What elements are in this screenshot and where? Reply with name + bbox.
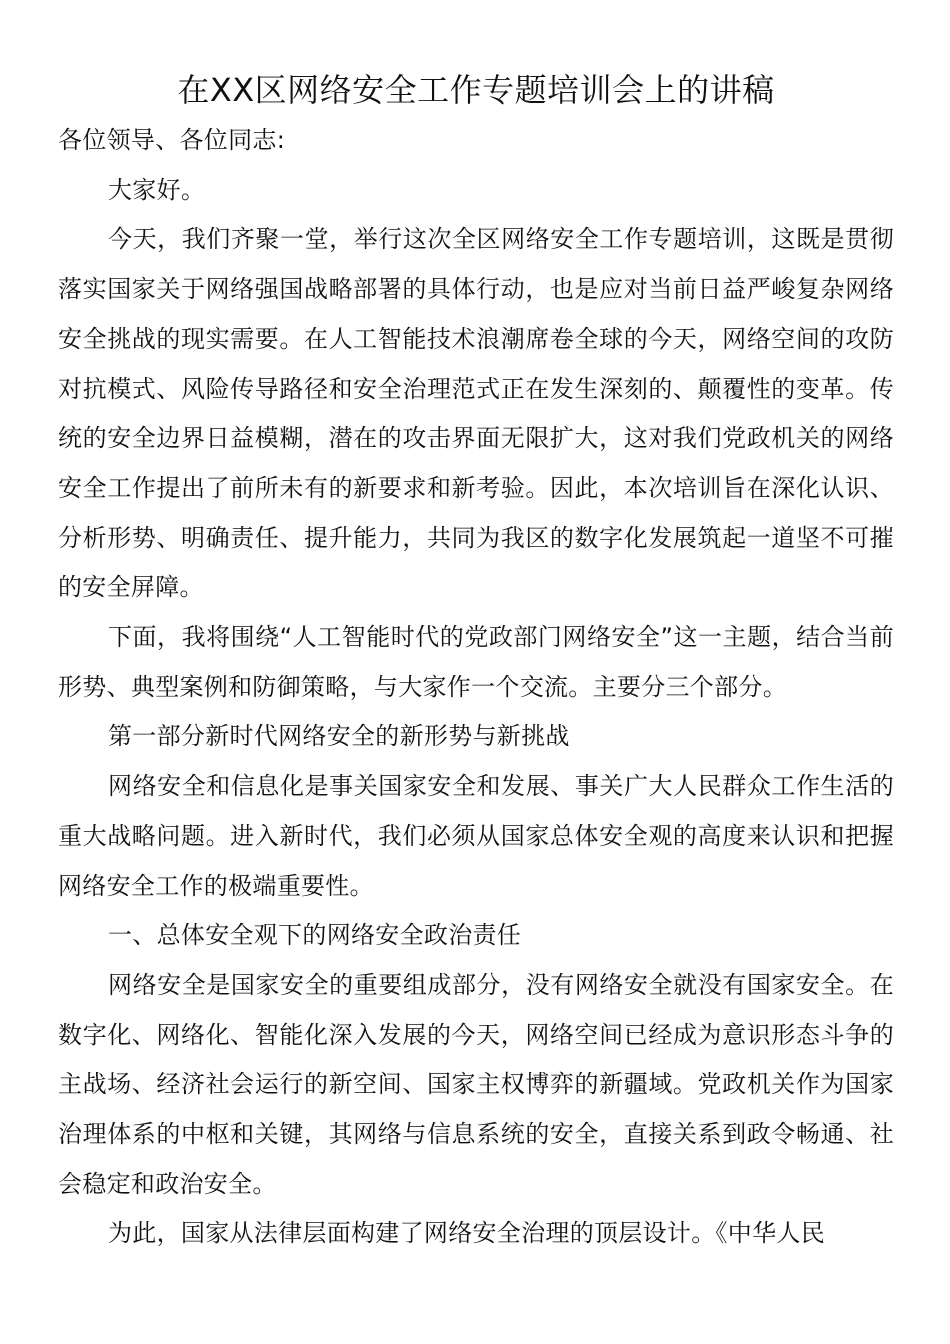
paragraph-outline: 下面，我将围绕“人工智能时代的党政部门网络安全”这一主题，结合当前形势、典型案例和防御策略，与大家作一个交流。主要分三个部分。: [58, 623, 894, 701]
document-title: 在XX区网络安全工作专题培训会上的讲稿: [177, 71, 775, 109]
paragraph-legal-framework: 为此，国家从法律层面构建了网络安全治理的顶层设计。《中华人民: [108, 1219, 825, 1248]
paragraph-greeting: 大家好。: [108, 175, 206, 204]
paragraph-part-one-intro: 网络安全和信息化是事关国家安全和发展、事关广大人民群众工作生活的重大战略问题。进入新时代，我们必须从国家总体安全观的高度来认识和把握网络安全工作的极端重要性。: [58, 772, 894, 900]
salutation: 各位领导、各位同志:: [58, 126, 286, 154]
paragraph-introduction: 今天，我们齐聚一堂，举行这次全区网络安全工作专题培训，这既是贯彻落实国家关于网络强国战略部署的具体行动，也是应对当前日益严峻复杂网络安全挑战的现实需要。在人工智能技术浪潮席卷全球的今天，网络空间的攻防对抗模式、风险传导路径和安全治理范式正在发生深刻的、颠覆性的变革。传统的安全边界日益模糊，潜在的攻击界面无限扩大，这对我们党政机关的网络安全工作提出了前所未有的新要求和新考验。因此，本次培训旨在深化认识、分析形势、明确责任、提升能力，共同为我区的数字化发展筑起一道坚不可摧的安全屏障。: [58, 225, 894, 602]
subsection-heading-one: 一、总体安全观下的网络安全政治责任: [108, 921, 522, 950]
section-heading-part-one: 第一部分新时代网络安全的新形势与新挑战: [108, 722, 570, 751]
paragraph-political-responsibility: 网络安全是国家安全的重要组成部分，没有网络安全就没有国家安全。在数字化、网络化、智能化深入发展的今天，网络空间已经成为意识形态斗争的主战场、经济社会运行的新空间、国家主权博弈的新疆域。党政机关作为国家治理体系的中枢和关键，其网络与信息系统的安全，直接关系到政令畅通、社会稳定和政治安全。: [58, 970, 894, 1198]
document-page: [58, 64, 894, 1259]
